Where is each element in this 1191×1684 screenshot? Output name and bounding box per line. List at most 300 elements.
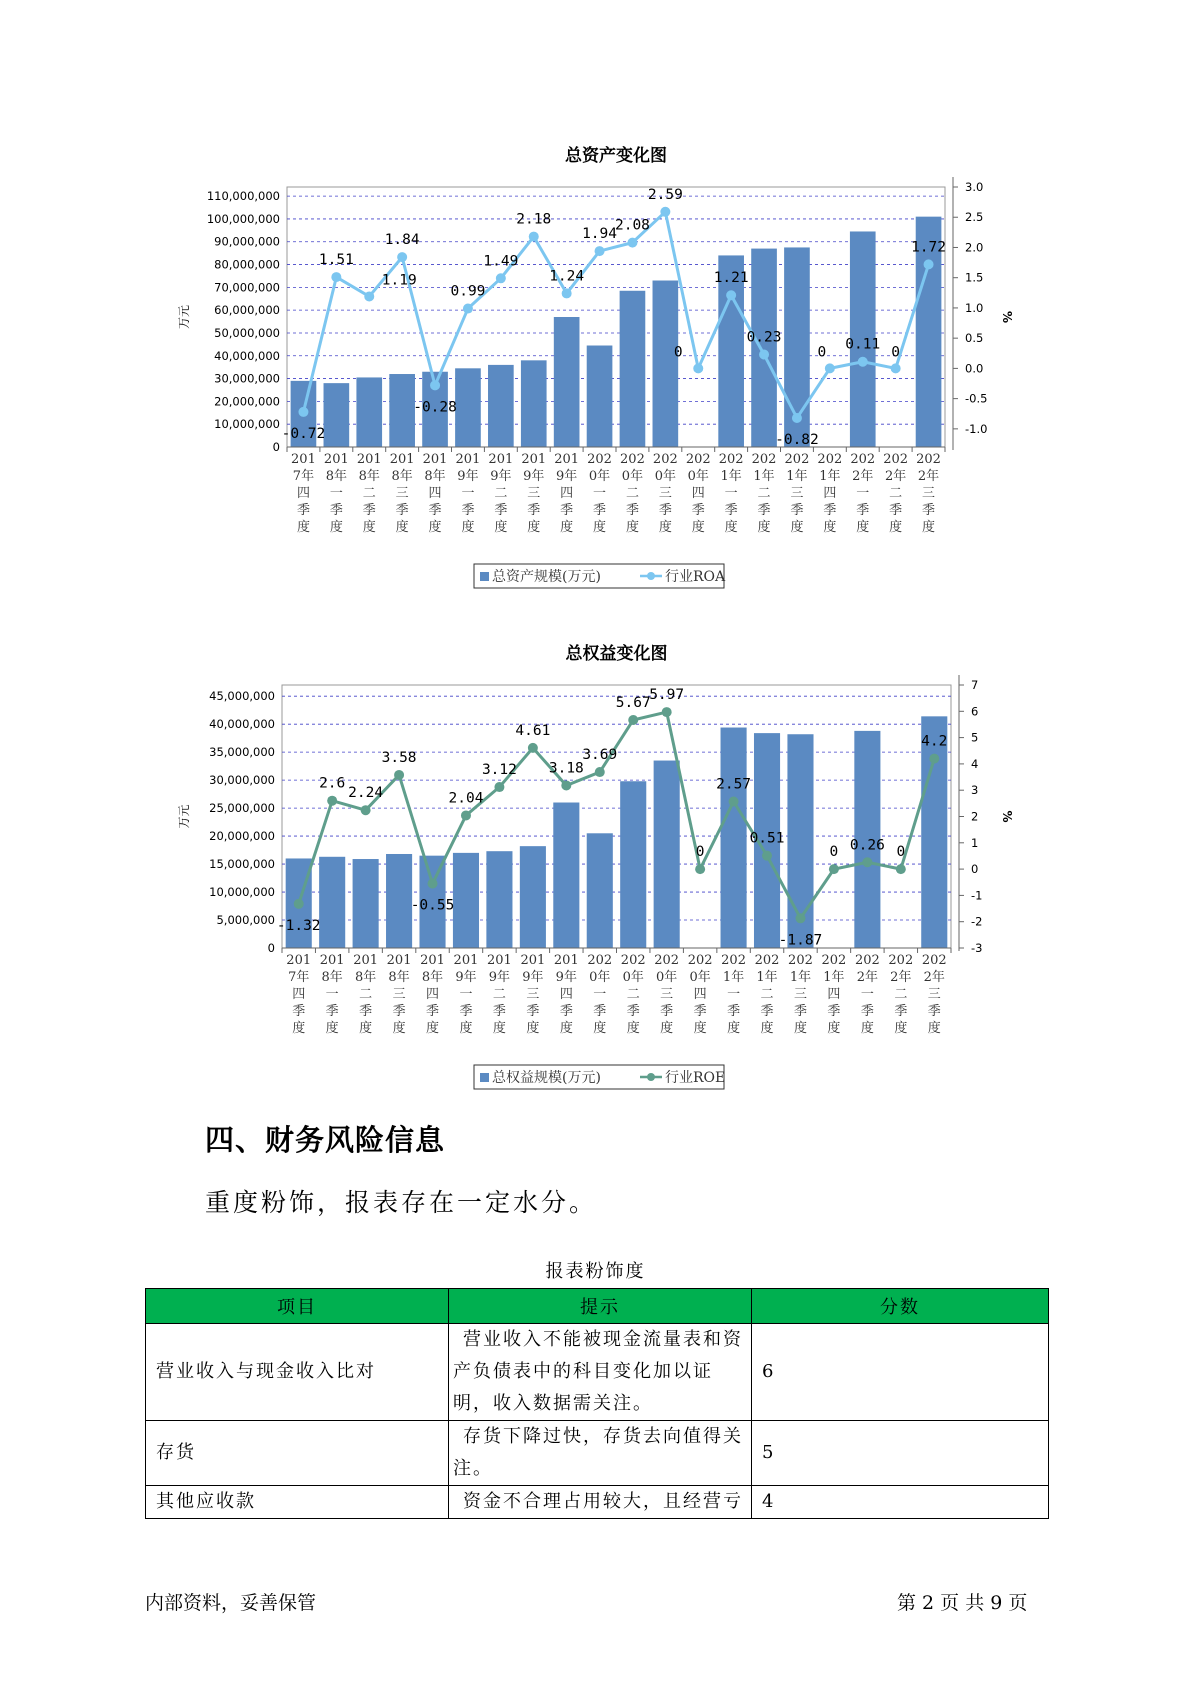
category-label: 2年: [852, 469, 874, 484]
category-label: 度: [296, 520, 310, 535]
left-axis-tick-label: 70,000,000: [214, 280, 280, 295]
category-label: 季: [560, 503, 574, 518]
category-label: 度: [428, 520, 442, 535]
data-label: 0: [896, 844, 906, 861]
category-label: 四: [691, 486, 705, 501]
category-label: 202: [620, 953, 646, 968]
footer-confidential-note: 内部资料，妥善保管: [145, 1592, 317, 1614]
whitewash-table: [145, 1288, 1049, 1519]
left-axis-tick-label: 40,000,000: [214, 348, 280, 363]
right-axis-tick-label: 1.5: [965, 270, 984, 285]
category-label: 度: [362, 520, 376, 535]
row-hint: 存货下降过快，存货去向值得关注。: [449, 1421, 752, 1486]
legend-bar-swatch: [480, 1073, 489, 1082]
chart-title: 总资产变化图: [565, 146, 667, 166]
category-label: 2年: [917, 469, 940, 484]
category-label: 度: [693, 1021, 707, 1036]
bar: [453, 853, 479, 948]
category-label: 季: [362, 503, 376, 518]
category-label: 8年: [391, 469, 413, 484]
category-label: 8年: [424, 469, 446, 484]
left-axis-tick-label: 10,000,000: [214, 417, 280, 432]
category-label: 度: [494, 520, 508, 535]
line-point: [428, 879, 438, 889]
category-label: 度: [827, 1021, 841, 1036]
right-axis-tick-label: 6: [971, 704, 979, 719]
data-label: -0.82: [775, 431, 819, 448]
data-label: 2.24: [348, 785, 384, 802]
category-label: 0年: [621, 469, 644, 484]
category-label: 202: [718, 452, 744, 467]
plot-area: [282, 685, 951, 948]
category-label: 二: [889, 486, 903, 501]
data-label: 0: [673, 344, 683, 361]
line-point: [294, 899, 304, 909]
line-point: [561, 780, 571, 790]
category-label: 季: [329, 503, 343, 518]
right-axis-tick-label: 1: [971, 835, 979, 850]
category-label: 202: [587, 452, 612, 467]
right-axis-tick-label: 7: [971, 678, 979, 692]
category-label: 202: [620, 452, 645, 467]
right-axis-tick-label: -2: [971, 914, 983, 929]
category-label: 201: [453, 953, 479, 968]
category-label: 一: [329, 486, 343, 501]
category-label: 8年: [354, 970, 377, 985]
legend-bar-label: 总资产规模(万元): [492, 569, 601, 585]
data-label: 1.84: [384, 232, 420, 249]
category-label: 201: [520, 953, 546, 968]
category-label: 201: [291, 452, 316, 467]
left-axis-tick-label: 50,000,000: [214, 325, 280, 340]
right-axis-tick-label: -0.5: [965, 391, 988, 406]
category-label: 201: [319, 953, 345, 968]
data-label: 0: [829, 844, 839, 861]
category-label: 季: [760, 1004, 774, 1019]
right-axis-tick-label: 0: [971, 862, 979, 877]
category-label: 201: [420, 953, 445, 968]
data-label: -0.55: [410, 897, 455, 914]
data-label: 0: [817, 344, 827, 361]
line-point: [394, 770, 404, 780]
category-label: 季: [527, 503, 541, 518]
category-label: 8年: [421, 970, 444, 985]
left-axis-tick-label: 20,000,000: [209, 829, 275, 844]
line-point: [729, 797, 739, 807]
category-label: 三: [922, 486, 936, 501]
category-label: 9年: [488, 970, 511, 985]
left-axis-tick-label: 20,000,000: [214, 394, 280, 409]
bar: [921, 716, 947, 948]
category-label: 季: [793, 1004, 807, 1019]
category-label: 季: [856, 503, 870, 518]
left-axis-tick-label: 0: [267, 941, 275, 955]
category-label: 度: [492, 1021, 506, 1036]
category-label: 季: [395, 503, 409, 518]
category-label: 度: [790, 520, 804, 535]
line-point: [695, 864, 705, 874]
category-label: 度: [426, 1021, 440, 1036]
category-label: 度: [894, 1021, 908, 1036]
right-axis-tick-label: 3: [971, 783, 979, 798]
legend-line-marker: [647, 1073, 655, 1081]
category-label: 9年: [522, 970, 544, 985]
footer-page-number: 第 2 页 共 9 页: [897, 1592, 1028, 1614]
data-label: 3.69: [582, 747, 618, 764]
category-label: 季: [693, 1004, 707, 1019]
category-label: 四: [823, 486, 837, 501]
line-point: [361, 805, 371, 815]
category-label: 度: [927, 1021, 941, 1036]
category-label: 202: [754, 953, 780, 968]
category-label: 1年: [786, 469, 808, 484]
category-label: 季: [724, 503, 738, 518]
line-point: [795, 913, 805, 923]
data-label: 2.59: [647, 186, 683, 203]
right-axis-tick-label: 3.0: [965, 180, 984, 194]
category-label: 9年: [556, 469, 578, 484]
line-point: [494, 782, 504, 792]
category-label: 1年: [720, 469, 742, 484]
data-label: 3.12: [481, 762, 517, 779]
category-label: 度: [860, 1021, 874, 1036]
right-axis-title: %: [1000, 310, 1014, 324]
category-label: 一: [461, 486, 475, 501]
right-axis-tick-label: 2.0: [965, 240, 984, 255]
line-point: [862, 857, 872, 867]
category-label: 8年: [321, 970, 343, 985]
category-label: 一: [593, 486, 607, 501]
row-item: 存货: [146, 1421, 449, 1486]
data-label: 2.18: [516, 211, 552, 228]
category-label: 度: [459, 1021, 473, 1036]
category-label: 季: [860, 1004, 874, 1019]
category-label: 度: [392, 1021, 406, 1036]
category-label: 202: [687, 953, 713, 968]
line-point: [662, 707, 672, 717]
category-label: 季: [889, 503, 903, 518]
bar: [520, 846, 546, 948]
right-axis-tick-label: 2.5: [965, 210, 984, 225]
right-axis-tick-label: 0.0: [965, 361, 984, 376]
category-label: 季: [325, 1004, 339, 1019]
category-label: 季: [494, 503, 508, 518]
category-label: 季: [296, 503, 310, 518]
category-label: 季: [660, 1004, 674, 1019]
category-label: 季: [461, 503, 475, 518]
table-header-cell: 项目: [146, 1289, 449, 1324]
category-label: 0年: [687, 469, 709, 484]
data-label: 1.49: [483, 253, 519, 270]
category-label: 7年: [288, 970, 310, 985]
row-score: 6: [752, 1324, 1049, 1421]
category-label: 8年: [325, 469, 347, 484]
category-label: 二: [362, 486, 376, 501]
category-label: 度: [660, 1021, 674, 1036]
left-axis-tick-label: 30,000,000: [214, 371, 280, 386]
left-axis-tick-label: 60,000,000: [214, 303, 280, 318]
category-label: 1年: [756, 970, 778, 985]
category-label: 1年: [819, 469, 841, 484]
right-axis-tick-label: 0.5: [965, 331, 984, 346]
table-header-cell: 分数: [752, 1289, 1049, 1324]
category-label: 四: [693, 987, 707, 1002]
category-label: 季: [359, 1004, 373, 1019]
category-label: 一: [325, 987, 339, 1002]
category-label: 202: [921, 953, 947, 968]
category-label: 0年: [588, 469, 611, 484]
left-axis-tick-label: 40,000,000: [209, 717, 275, 732]
category-label: 季: [492, 1004, 506, 1019]
data-label: 3.18: [548, 760, 584, 777]
legend-bar-label: 总权益规模(万元): [492, 1070, 601, 1086]
category-label: 202: [854, 953, 880, 968]
category-label: 201: [422, 452, 448, 467]
left-axis-tick-label: 90,000,000: [214, 234, 280, 249]
data-label: 0.26: [849, 837, 885, 854]
data-label: 0.11: [845, 336, 881, 353]
data-label: 0.99: [450, 283, 486, 300]
category-label: 度: [757, 520, 771, 535]
category-label: 度: [593, 520, 607, 535]
category-label: 201: [521, 452, 547, 467]
data-label: 0.23: [746, 329, 782, 346]
data-label: 0.51: [749, 830, 785, 847]
data-label: 5.97: [649, 687, 685, 704]
line-point: [896, 864, 906, 874]
category-label: 度: [593, 1021, 607, 1036]
category-label: 度: [325, 1021, 339, 1036]
right-axis-tick-label: 4: [971, 756, 979, 771]
category-label: 二: [492, 987, 506, 1002]
category-label: 201: [356, 452, 382, 467]
category-label: 2年: [923, 970, 945, 985]
category-label: 四: [292, 987, 306, 1002]
category-label: 二: [494, 486, 508, 501]
data-label: 2.08: [614, 217, 650, 234]
data-label: -0.28: [413, 399, 457, 416]
category-label: 二: [626, 987, 640, 1002]
category-label: 度: [292, 1021, 306, 1036]
category-label: 季: [593, 1004, 607, 1019]
category-label: 三: [395, 486, 409, 501]
category-label: 9年: [457, 469, 479, 484]
row-score: 4: [752, 1486, 1049, 1519]
category-label: 二: [894, 987, 908, 1002]
category-label: 季: [827, 1004, 841, 1019]
line-point: [762, 851, 772, 861]
category-label: 季: [922, 503, 936, 518]
category-label: 季: [691, 503, 705, 518]
table-row: [146, 1486, 1049, 1519]
data-label: 0: [695, 844, 705, 861]
category-label: 201: [323, 452, 349, 467]
category-label: 度: [626, 1021, 640, 1036]
category-label: 0年: [656, 970, 678, 985]
left-axis-tick-label: 110,000,000: [206, 189, 280, 204]
category-label: 202: [850, 452, 876, 467]
category-label: 202: [888, 953, 914, 968]
bar: [620, 781, 646, 948]
category-label: 四: [559, 987, 573, 1002]
category-label: 7年: [292, 469, 315, 484]
category-label: 202: [685, 452, 711, 467]
category-label: 202: [751, 452, 777, 467]
category-label: 季: [526, 1004, 540, 1019]
category-label: 二: [625, 486, 639, 501]
row-item: 其他应收款: [146, 1486, 449, 1519]
category-label: 一: [459, 987, 473, 1002]
category-label: 三: [793, 987, 807, 1002]
category-label: 度: [823, 520, 837, 535]
left-axis-tick-label: 35,000,000: [209, 745, 275, 760]
category-label: 202: [788, 953, 813, 968]
category-label: 季: [790, 503, 804, 518]
category-label: 202: [821, 953, 847, 968]
category-label: 三: [527, 486, 541, 501]
category-label: 季: [894, 1004, 908, 1019]
category-label: 四: [560, 486, 574, 501]
row-score: 5: [752, 1421, 1049, 1486]
left-axis-tick-label: 80,000,000: [214, 257, 280, 272]
category-label: 季: [823, 503, 837, 518]
category-label: 季: [392, 1004, 406, 1019]
right-axis-tick-label: -1.0: [965, 421, 988, 436]
data-label: 4.61: [515, 722, 551, 739]
category-label: 201: [286, 953, 312, 968]
category-label: 度: [461, 520, 475, 535]
table-header-cell: 提示: [449, 1289, 752, 1324]
category-label: 202: [587, 953, 613, 968]
data-label: -1.32: [276, 917, 321, 934]
data-label: 5.67: [615, 694, 651, 711]
bar: [353, 859, 379, 948]
legend-line-label: 行业ROA: [665, 569, 726, 585]
category-label: 度: [760, 1021, 774, 1036]
category-label: 201: [353, 953, 379, 968]
left-axis-tick-label: 5,000,000: [216, 913, 275, 928]
left-axis-tick-label: 0: [272, 440, 280, 454]
category-label: 202: [916, 452, 941, 467]
row-hint: 资金不合理占用较大，且经营亏: [449, 1486, 752, 1519]
category-label: 201: [455, 452, 481, 467]
category-label: 1年: [753, 469, 775, 484]
category-label: 0年: [622, 970, 644, 985]
category-label: 四: [426, 987, 440, 1002]
category-label: 201: [487, 953, 512, 968]
category-label: 9年: [555, 970, 577, 985]
data-label: 2.04: [448, 790, 484, 807]
category-label: 0年: [654, 469, 676, 484]
category-label: 9年: [523, 469, 545, 484]
category-label: 1年: [722, 970, 745, 985]
category-label: 一: [724, 486, 738, 501]
category-label: 202: [817, 452, 843, 467]
category-label: 一: [856, 486, 870, 501]
data-label: 3.58: [381, 749, 417, 766]
line-point: [929, 754, 939, 764]
left-axis-tick-label: 25,000,000: [209, 801, 275, 816]
data-label: -0.72: [281, 425, 326, 442]
category-label: 202: [883, 452, 909, 467]
left-axis-title: 万元: [177, 304, 191, 330]
right-axis-tick-label: 1.0: [965, 300, 984, 315]
category-label: 季: [559, 1004, 573, 1019]
category-label: 季: [459, 1004, 473, 1019]
right-axis-title: %: [1000, 810, 1014, 823]
row-item: 营业收入与现金收入比对: [146, 1324, 449, 1421]
right-axis-tick-label: 5: [971, 730, 979, 745]
legend-line-label: 行业ROE: [665, 1070, 726, 1086]
category-label: 季: [927, 1004, 941, 1019]
category-label: 202: [784, 452, 810, 467]
category-label: 度: [329, 520, 343, 535]
category-label: 季: [625, 503, 639, 518]
left-axis-tick-label: 45,000,000: [209, 689, 275, 704]
category-label: 201: [488, 452, 514, 467]
table-caption: 报表粉饰度: [545, 1261, 646, 1282]
data-label: 1.21: [713, 270, 749, 287]
category-label: 度: [727, 1021, 741, 1036]
category-label: 1年: [789, 970, 812, 985]
table-row: [146, 1324, 1049, 1421]
line-point: [829, 864, 839, 874]
category-label: 三: [658, 486, 672, 501]
category-label: 季: [428, 503, 442, 518]
bar: [587, 833, 613, 948]
right-axis-tick-label: -3: [971, 941, 983, 955]
data-label: 1.24: [549, 268, 585, 285]
bar: [319, 857, 345, 948]
category-label: 度: [527, 520, 541, 535]
category-label: 度: [793, 1021, 807, 1036]
category-label: 202: [652, 452, 678, 467]
category-label: 一: [727, 987, 741, 1002]
line-point: [461, 810, 471, 820]
bar: [386, 854, 412, 948]
section-summary: 重度粉饰，报表存在一定水分。: [205, 1188, 598, 1217]
bar: [486, 851, 512, 948]
category-label: 202: [721, 953, 746, 968]
left-axis-title: 万元: [177, 804, 191, 829]
data-label: 2.6: [319, 775, 346, 792]
category-label: 一: [860, 987, 874, 1002]
category-label: 三: [526, 987, 540, 1002]
data-label: 2.57: [716, 776, 752, 793]
category-label: 度: [724, 520, 738, 535]
left-axis-tick-label: 100,000,000: [206, 211, 280, 226]
category-label: 度: [395, 520, 409, 535]
category-label: 度: [658, 520, 672, 535]
category-label: 二: [757, 486, 771, 501]
data-label: 0: [891, 344, 901, 361]
category-label: 季: [593, 503, 607, 518]
right-axis-tick-label: -1: [971, 888, 983, 903]
category-label: 度: [560, 520, 574, 535]
data-label: -1.87: [778, 932, 823, 949]
category-label: 8年: [358, 469, 380, 484]
category-label: 三: [392, 987, 406, 1002]
category-label: 三: [927, 987, 941, 1002]
data-label: 1.94: [582, 226, 618, 243]
line-point: [327, 796, 337, 806]
right-axis-tick-label: 2: [971, 809, 979, 824]
left-axis-tick-label: 15,000,000: [209, 857, 275, 872]
left-axis-tick-label: 30,000,000: [209, 773, 275, 788]
bar: [553, 803, 579, 948]
category-label: 202: [654, 953, 680, 968]
section-title: 四、财务风险信息: [205, 1123, 446, 1157]
